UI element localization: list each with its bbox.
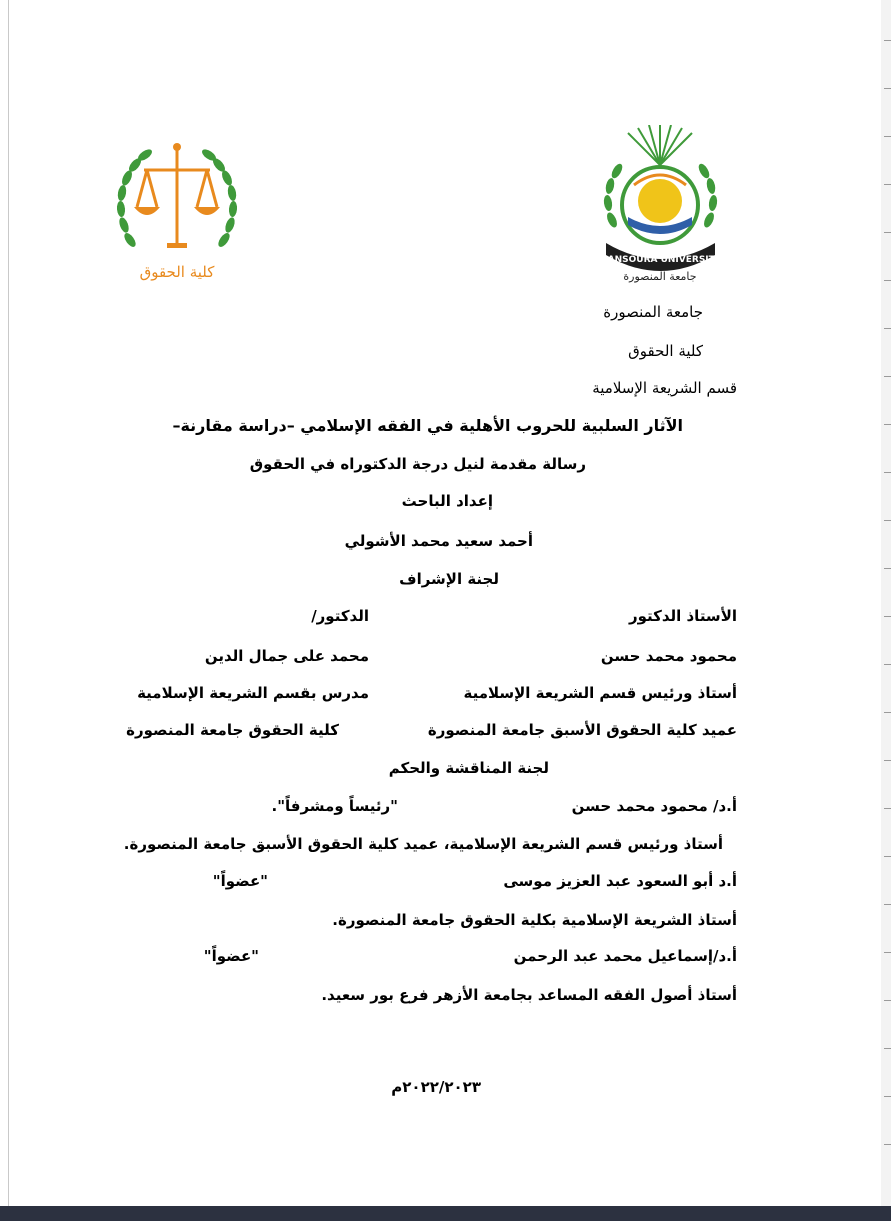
taskbar-strip bbox=[0, 1206, 891, 1221]
supervisor-left-affiliation: كلية الحقوق جامعة المنصورة bbox=[126, 721, 339, 739]
committee-member-description: أستاذ ورئيس قسم الشريعة الإسلامية، عميد كلية الحقوق الأسبق جامعة المنصورة. bbox=[123, 835, 723, 853]
supervisor-right-name: محمود محمد حسن bbox=[600, 647, 737, 665]
committee-member-role: "عضواً" bbox=[212, 872, 268, 890]
academic-year: ٢٠٢٢/٢٠٢٣م bbox=[391, 1078, 481, 1096]
supervisor-right-position: أستاذ ورئيس قسم الشريعة الإسلامية bbox=[463, 684, 737, 702]
seal-arabic-text: جامعة المنصورة bbox=[623, 270, 697, 283]
department-name: قسم الشريعة الإسلامية bbox=[592, 379, 737, 397]
supervisor-right-title: الأستاذ الدكتور bbox=[628, 607, 737, 625]
committee-member-name: أ.د/ محمود محمد حسن bbox=[571, 797, 737, 815]
committee-member-description: أستاذ الشريعة الإسلامية بكلية الحقوق جامعة المنصورة. bbox=[332, 911, 737, 929]
prepared-by-label: إعداد الباحث bbox=[401, 492, 493, 510]
supervisor-left-position: مدرس بقسم الشريعة الإسلامية bbox=[137, 684, 369, 702]
committee-member-description: أستاذ أصول الفقه المساعد بجامعة الأزهر فرع بور سعيد. bbox=[321, 986, 737, 1004]
researcher-name: أحمد سعيد محمد الأشولي bbox=[344, 532, 533, 550]
law-faculty-logo bbox=[112, 135, 242, 285]
committee-member-role: "عضواً" bbox=[203, 947, 259, 965]
committee-member-name: أ.د/إسماعيل محمد عبد الرحمن bbox=[513, 947, 737, 965]
mansoura-university-seal bbox=[598, 125, 723, 285]
thesis-purpose: رسالة مقدمة لنيل درجة الدكتوراه في الحقوق bbox=[249, 455, 586, 473]
committee-member-name: أ.د أبو السعود عبد العزيز موسى bbox=[503, 872, 737, 890]
supervisor-right-affiliation: عميد كلية الحقوق الأسبق جامعة المنصورة bbox=[427, 721, 737, 739]
faculty-name: كلية الحقوق bbox=[628, 342, 703, 360]
law-faculty-logo-caption: كلية الحقوق bbox=[139, 263, 215, 281]
vertical-ruler bbox=[881, 0, 891, 1206]
thesis-title: الآثار السلبية للحروب الأهلية في الفقه الإسلامي –دراسة مقارنة– bbox=[172, 416, 683, 435]
committee-heading: لجنة المناقشة والحكم bbox=[388, 759, 549, 777]
supervision-heading: لجنة الإشراف bbox=[399, 570, 499, 588]
university-name: جامعة المنصورة bbox=[603, 303, 703, 321]
seal-english-text: MANSOURA UNIVERSITY bbox=[598, 255, 722, 265]
supervisor-left-name: محمد على جمال الدين bbox=[204, 647, 369, 665]
supervisor-left-title: الدكتور/ bbox=[311, 607, 369, 625]
committee-member-role: "رئيساً ومشرفاً". bbox=[271, 797, 398, 815]
